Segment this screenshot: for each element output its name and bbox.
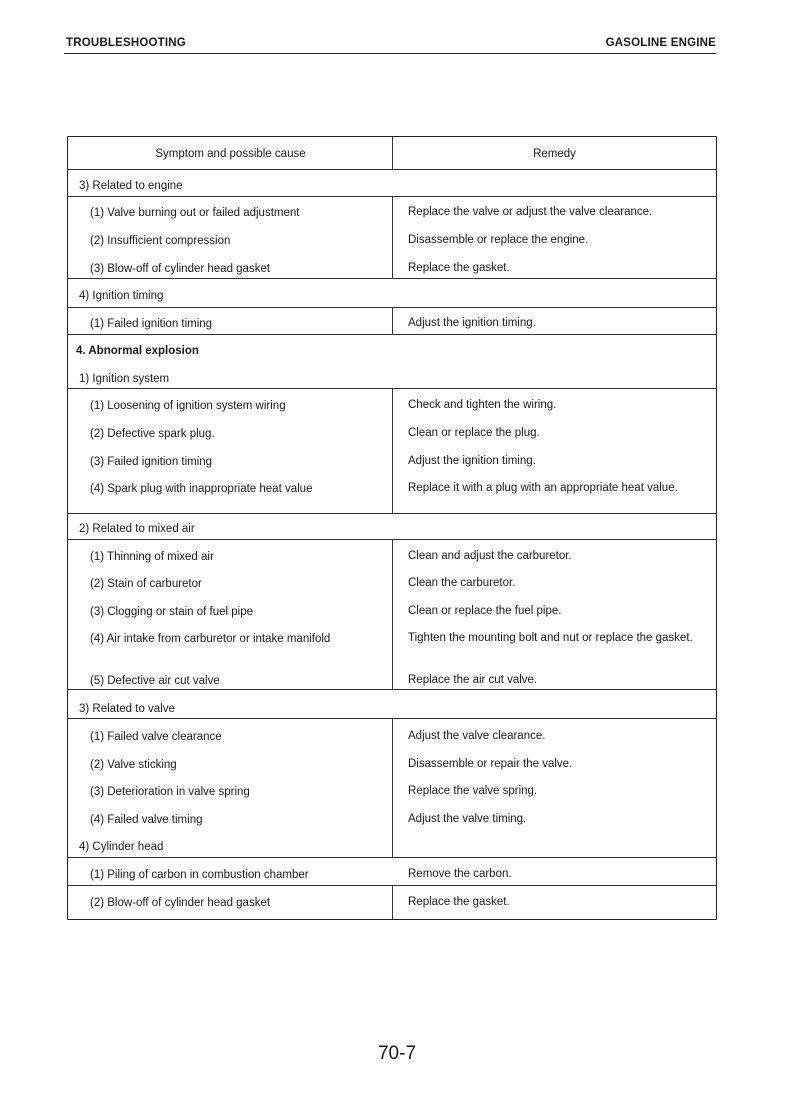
remedy-cell: Adjust the valve clearance. (408, 730, 546, 742)
remedy-cell: Disassemble or replace the engine. (408, 234, 589, 246)
remedy-cell: Clean or replace the plug. (408, 427, 540, 439)
symptom-cell: (1) Piling of carbon in combustion chamber (90, 869, 309, 881)
column-divider (392, 307, 393, 334)
subsection-heading: 4) Cylinder head (79, 841, 164, 853)
remedy-cell: Adjust the ignition timing. (408, 455, 536, 467)
symptom-cell: (3) Clogging or stain of fuel pipe (90, 606, 254, 618)
remedy-cell: Adjust the ignition timing. (408, 317, 536, 329)
header-column-divider (392, 137, 393, 169)
troubleshooting-table (67, 136, 717, 920)
remedy-cell: Remove the carbon. (408, 868, 512, 880)
row-rule (68, 278, 716, 279)
page-number: 70-7 (377, 1043, 417, 1064)
symptom-cell: (3) Failed ignition timing (90, 456, 213, 468)
symptom-cell: (2) Insufficient compression (90, 235, 231, 247)
header-rule (64, 53, 716, 54)
symptom-cell: (1) Loosening of ignition system wiring (90, 400, 286, 412)
column-header-symptom: Symptom and possible cause (155, 148, 306, 160)
subsection-heading: 4) Ignition timing (79, 290, 164, 302)
symptom-cell: (2) Blow-off of cylinder head gasket (90, 897, 271, 909)
column-divider (392, 196, 393, 278)
symptom-cell: (1) Thinning of mixed air (90, 551, 214, 563)
remedy-cell: Clean the carburetor. (408, 577, 516, 589)
symptom-cell: (3) Blow-off of cylinder head gasket (90, 263, 271, 275)
remedy-cell: Check and tighten the wiring. (408, 399, 557, 411)
row-rule (68, 857, 716, 858)
symptom-cell: (4) Failed valve timing (90, 814, 203, 826)
section-heading: 4. Abnormal explosion (76, 345, 199, 357)
running-header-section: TROUBLESHOOTING (66, 37, 186, 49)
remedy-cell: Clean or replace the fuel pipe. (408, 605, 562, 617)
remedy-cell: Clean and adjust the carburetor. (408, 550, 572, 562)
header-rule-bottom (68, 169, 716, 170)
running-header-chapter: GASOLINE ENGINE (605, 37, 716, 49)
symptom-cell: (4) Air intake from carburetor or intake manifold (90, 633, 331, 645)
row-rule (68, 334, 716, 335)
remedy-cell: Tighten the mounting bolt and nut or replace the gasket. (408, 632, 693, 644)
remedy-cell: Replace the valve spring. (408, 785, 538, 797)
remedy-cell: Replace the gasket. (408, 262, 510, 274)
remedy-cell: Replace the air cut valve. (408, 674, 538, 686)
remedy-cell: Replace it with a plug with an appropriate heat value. (408, 482, 678, 494)
symptom-cell: (2) Valve sticking (90, 759, 177, 771)
symptom-cell: (1) Failed ignition timing (90, 318, 213, 330)
remedy-cell: Adjust the valve timing. (408, 813, 527, 825)
symptom-cell: (5) Defective air cut valve (90, 675, 220, 687)
subsection-heading: 2) Related to mixed air (79, 523, 195, 535)
subsection-heading: 3) Related to engine (79, 180, 183, 192)
column-divider (392, 885, 393, 919)
remedy-cell: Replace the gasket. (408, 896, 510, 908)
symptom-cell: (2) Stain of carburetor (90, 578, 202, 590)
symptom-cell: (1) Failed valve clearance (90, 731, 222, 743)
symptom-cell: (4) Spark plug with inappropriate heat value (90, 483, 313, 495)
column-divider (392, 539, 393, 689)
remedy-cell: Replace the valve or adjust the valve clearance. (408, 206, 653, 218)
column-divider (392, 718, 393, 857)
symptom-cell: (1) Valve burning out or failed adjustment (90, 207, 300, 219)
row-rule (68, 513, 716, 514)
row-rule (68, 689, 716, 690)
subsection-heading: 3) Related to valve (79, 703, 175, 715)
symptom-cell: (2) Defective spark plug. (90, 428, 215, 440)
remedy-cell: Disassemble or repair the valve. (408, 758, 573, 770)
column-header-remedy: Remedy (533, 148, 576, 160)
symptom-cell: (3) Deterioration in valve spring (90, 786, 250, 798)
column-divider (392, 388, 393, 513)
subsection-heading: 1) Ignition system (79, 373, 170, 385)
